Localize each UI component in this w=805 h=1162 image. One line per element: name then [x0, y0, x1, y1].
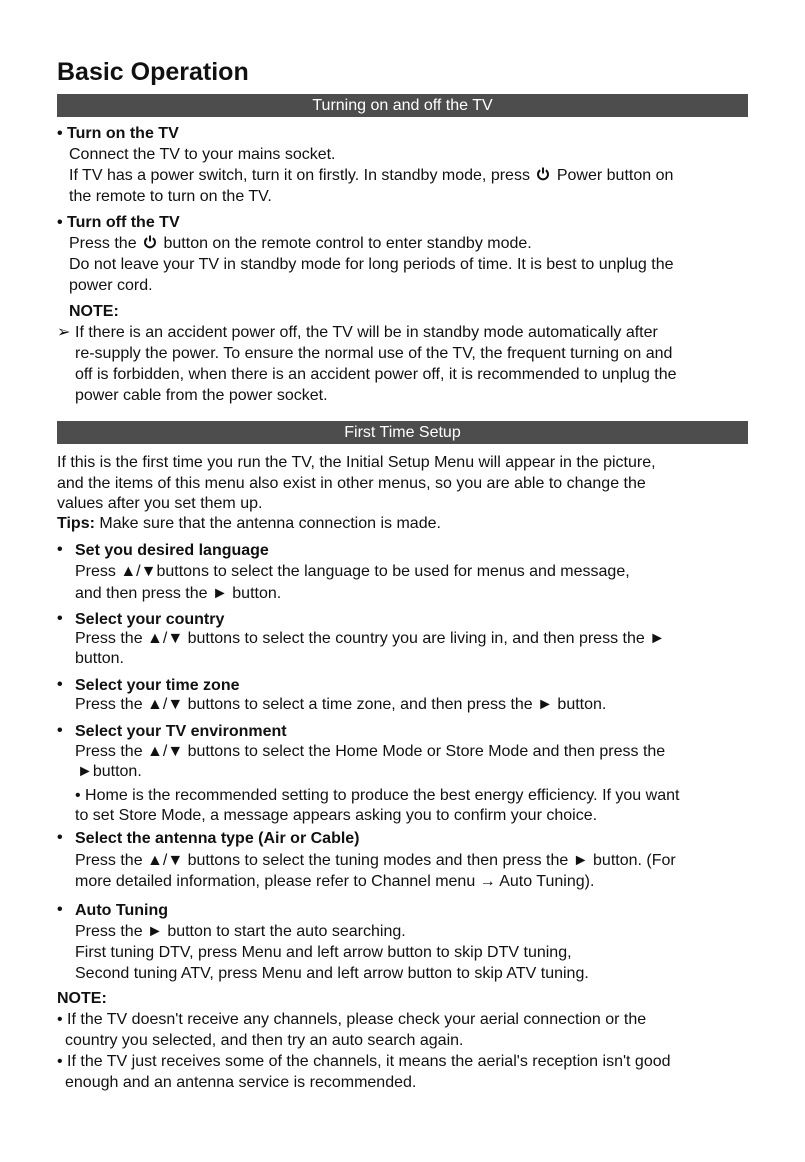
bullet-antenna: • — [57, 829, 63, 846]
note-label-2: NOTE: — [57, 990, 107, 1007]
turn-on-line-1: Connect the TV to your mains socket. — [69, 146, 336, 163]
country-line-1: Press the ▲/▼ buttons to select the country you are living in, and then press the ► — [75, 630, 666, 647]
language-line-1: Press ▲/▼buttons to select the language to be used for menus and message, — [75, 563, 630, 580]
bullet-timezone: • — [57, 676, 63, 693]
note-2-line-2: country you selected, and then try an auto search again. — [65, 1032, 464, 1049]
turn-off-line-2: Do not leave your TV in standby mode for long periods of time. It is best to unplug the — [69, 256, 674, 273]
intro-line-3: values after you set them up. — [57, 495, 263, 512]
note-1-line-1: If there is an accident power off, the TV will be in standby mode automatically after — [75, 324, 658, 341]
autotuning-heading: Auto Tuning — [75, 902, 168, 919]
autotuning-line-2: First tuning DTV, press Menu and left arrow button to skip DTV tuning, — [75, 944, 572, 961]
turn-off-line-3: power cord. — [69, 277, 153, 294]
tips-line — [57, 513, 441, 534]
tips-label: Tips: — [57, 515, 95, 532]
timezone-line-1: Press the ▲/▼ buttons to select a time zone, and then press the ► button. — [75, 696, 607, 713]
section-header-turning-on-off: Turning on and off the TV — [57, 94, 748, 117]
power-icon — [141, 235, 159, 249]
note-label-1: NOTE: — [69, 303, 119, 320]
section-header-first-time-setup: First Time Setup — [57, 421, 748, 444]
timezone-heading: Select your time zone — [75, 677, 240, 694]
language-line-2: and then press the ► button. — [75, 585, 282, 602]
intro-line-1: If this is the first time you run the TV, the Initial Setup Menu will appear in the picture, — [57, 454, 656, 471]
environment-line-1: Press the ▲/▼ buttons to select the Home Mode or Store Mode and then press the — [75, 743, 666, 760]
country-heading: Select your country — [75, 611, 225, 628]
turn-on-line-3: the remote to turn on the TV. — [69, 188, 272, 205]
bullet-language: • — [57, 541, 63, 558]
environment-line-4: to set Store Mode, a message appears asking you to confirm your choice. — [75, 807, 598, 824]
note-1-line-4: power cable from the power socket. — [75, 387, 328, 404]
antenna-line-1: Press the ▲/▼ buttons to select the tuning modes and then press the ► button. (For — [75, 852, 676, 869]
environment-line-2: ►button. — [77, 763, 142, 780]
environment-line-3: • Home is the recommended setting to produce the best energy efficiency. If you want — [75, 787, 680, 804]
turn-off-line-1-b: button on the remote control to enter standby mode. — [163, 235, 532, 252]
bullet-environment: • — [57, 722, 63, 739]
environment-heading: Select your TV environment — [75, 723, 287, 740]
power-icon — [534, 167, 552, 181]
note-1-marker: ➢ — [57, 324, 71, 341]
antenna-heading: Select the antenna type (Air or Cable) — [75, 830, 360, 847]
antenna-line-2: more detailed information, please refer to Channel menu → Auto Tuning). — [75, 873, 595, 890]
bullet-country: • — [57, 610, 63, 627]
note-2-line-1: • If the TV doesn't receive any channels, please check your aerial connection or the — [57, 1011, 647, 1028]
note-1-line-3: off is forbidden, when there is an accident power off, it is recommended to unplug the — [75, 366, 677, 383]
turn-on-heading: • Turn on the TV — [57, 125, 179, 142]
note-2-line-4: enough and an antenna service is recommended. — [65, 1074, 417, 1091]
language-heading: Set you desired language — [75, 542, 269, 559]
turn-off-line-1 — [69, 233, 532, 254]
bullet-autotuning: • — [57, 901, 63, 918]
tips-text: Make sure that the antenna connection is made. — [99, 515, 441, 532]
note-2-line-3: • If the TV just receives some of the channels, it means the aerial's reception isn't good — [57, 1053, 671, 1070]
turn-on-line-2-b: Power button on — [556, 167, 674, 184]
page-title: Basic Operation — [57, 58, 249, 86]
turn-on-line-2 — [69, 165, 673, 186]
country-line-2: button. — [75, 650, 124, 667]
autotuning-line-3: Second tuning ATV, press Menu and left arrow button to skip ATV tuning. — [75, 965, 589, 982]
note-1-line-2: re-supply the power. To ensure the normal use of the TV, the frequent turning on and — [75, 345, 673, 362]
turn-off-line-1-a: Press the — [69, 235, 137, 252]
turn-on-line-2-a: If TV has a power switch, turn it on firstly. In standby mode, press — [69, 167, 530, 184]
turn-off-heading: • Turn off the TV — [57, 214, 180, 231]
autotuning-line-1: Press the ► button to start the auto searching. — [75, 923, 406, 940]
intro-line-2: and the items of this menu also exist in other menus, so you are able to change the — [57, 475, 646, 492]
